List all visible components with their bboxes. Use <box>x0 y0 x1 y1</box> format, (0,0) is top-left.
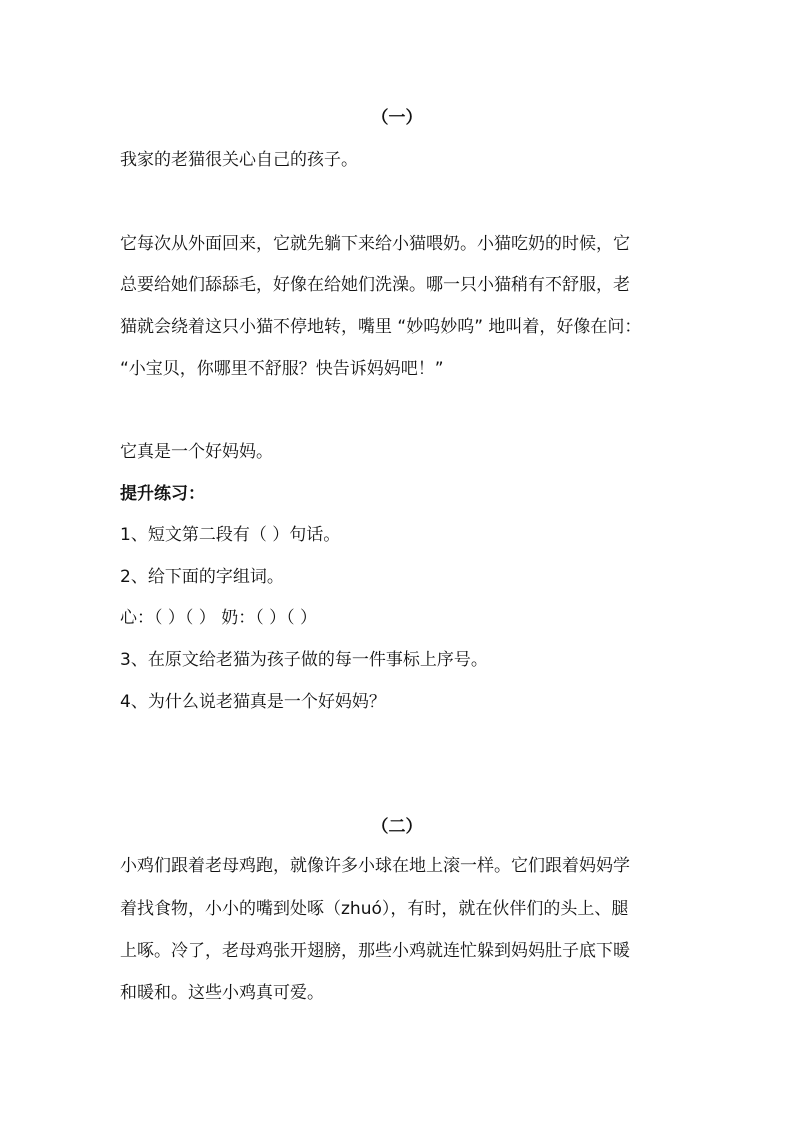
question-1: 1、短文第二段有（ ）句话。 <box>120 525 341 545</box>
question-2: 2、给下面的字组词。 <box>120 567 284 587</box>
section-1-closing: 它真是一个好妈妈。 <box>120 442 273 462</box>
section-1-intro: 我家的老猫很关心自己的孩子。 <box>120 150 358 170</box>
paragraph-line: “小宝贝，你哪里不舒服？快告诉妈妈吧！” <box>120 359 444 379</box>
paragraph-line: 着找食物，小小的嘴到处啄（zhuó），有时，就在伙伴们的头上、腿 <box>120 899 629 919</box>
question-2-blanks: 心：（ ）（ ） 奶：（ ）（ ） <box>120 608 318 628</box>
section-1-heading: （一） <box>371 108 423 128</box>
exercise-title: 提升练习： <box>120 484 205 504</box>
question-3: 3、在原文给老猫为孩子做的每一件事标上序号。 <box>120 650 488 670</box>
paragraph-line: 猫就会绕着这只小猫不停地转，嘴里 “妙呜妙呜” 地叫着，好像在问： <box>120 317 642 337</box>
paragraph-line: 小鸡们跟着老母鸡跑，就像许多小球在地上滚一样。它们跟着妈妈学 <box>120 856 630 876</box>
paragraph-line: 它每次从外面回来，它就先躺下来给小猫喂奶。小猫吃奶的时候，它 <box>120 234 630 254</box>
paragraph-line: 总要给她们舔舔毛，好像在给她们洗澡。哪一只小猫稍有不舒服，老 <box>120 275 630 295</box>
paragraph-line: 和暖和。这些小鸡真可爱。 <box>120 983 324 1003</box>
paragraph-line: 上啄。冷了，老母鸡张开翅膀，那些小鸡就连忙躲到妈妈肚子底下暖 <box>120 941 630 961</box>
section-2-heading: （二） <box>371 817 423 837</box>
question-4: 4、为什么说老猫真是一个好妈妈？ <box>120 692 386 712</box>
